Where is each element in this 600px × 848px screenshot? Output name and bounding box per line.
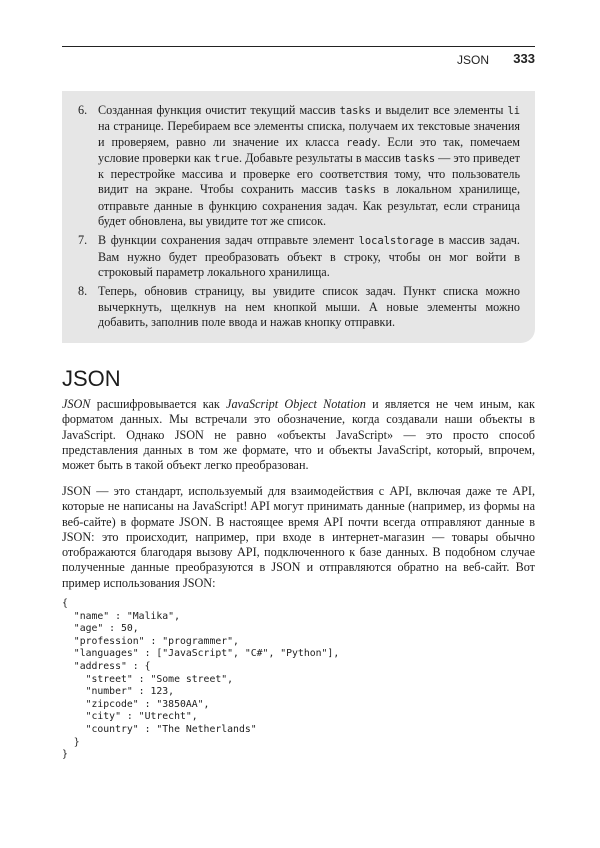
exercise-steps-box xyxy=(62,91,535,343)
steps-list xyxy=(78,103,520,334)
step-text: Созданная функция очистит текущий массив tasks и выделит все элементы li на странице. Перебираем все элементы списка, получаем их текстовые значения и проверяем, равно ли значение их класса ready. Если это так, помечаем условие проверки как true. Добавьте результаты в массив tasks — это приведет к перестройке массива и проверке его соответствия тому, что пользователь видит на экране. Чтобы сохранить массив tasks в локальном хранилище, отправьте данные в функцию сохранения задач. Как результат, если страница будет обновлена, вы увидите тот же список. xyxy=(98,103,520,229)
italic-term: JSON xyxy=(62,397,91,411)
inline-code: ready xyxy=(346,136,378,149)
step-number: 6. xyxy=(78,103,88,117)
running-head xyxy=(62,46,535,71)
inline-code: localstorage xyxy=(358,235,434,248)
step-text: В функции сохранения задач отправьте элемент localstorage в массив задач. Вам нужно будет преобразовать объект в строку, чтобы он мог войти в строковый параметр локального хранилища. xyxy=(98,233,520,279)
step-number: 7. xyxy=(78,233,88,248)
json-code-example: { "name" : "Malika", "age" : 50, "profession" : "programmer", "languages" : ["JavaScript", "C#", "Python"], "address" : { "street" : "Some street", "number" : 123, "zipcode" : "3850AA", "city" : "Utrecht", "country" : "The Netherlands" } } xyxy=(62,598,340,761)
inline-code: tasks xyxy=(403,152,436,165)
step-item xyxy=(78,284,520,330)
section-title: JSON xyxy=(62,366,121,391)
step-item xyxy=(78,233,520,280)
inline-code: tasks xyxy=(344,184,376,197)
step-item xyxy=(78,103,520,229)
step-text: Теперь, обновив страницу, вы увидите список задач. Пункт списка можно вычеркнуть, щелкнув на нем кнопкой мыши. А новые элементы можно добавить, заполнив поле ввода и нажав кнопку отправки. xyxy=(98,284,520,329)
italic-term: JavaScript Object Notation xyxy=(226,397,366,411)
step-number: 8. xyxy=(78,284,88,299)
inline-code: tasks xyxy=(339,105,371,117)
paragraph: JSON — это стандарт, используемый для взаимодействия с API, включая даже те API, которые не написаны на JavaScript! API могут принимать данные (например, из формы на веб-сайте) в формате JSON. В настоящее время API почти всегда отправляют данные в JSON: это происходит, например, при входе в интернет-магазин — товары обычно отображаются благодаря вызову API, подключенного к базе данных. В подобном случае полученные данные преобразуются в JSON и отправляются обратно на веб-сайт. Вот пример использования JSON: xyxy=(62,484,535,590)
running-head-section: JSON xyxy=(456,53,489,67)
inline-code: true xyxy=(213,152,239,165)
inline-code: li xyxy=(507,105,520,117)
page-number: 333 xyxy=(513,51,535,66)
paragraph: JSON расшифровывается как JavaScript Object Notation и является не чем иным, как форматом данных. Мы встречали это обозначение, когда создавали наши объекты в JavaScript. Однако JSON не равно «объекты JavaScript» — это просто способ представления данных в том же формате, что и объекты JavaScript, который, впрочем, может быть в такой объект легко преобразован. xyxy=(62,397,535,473)
